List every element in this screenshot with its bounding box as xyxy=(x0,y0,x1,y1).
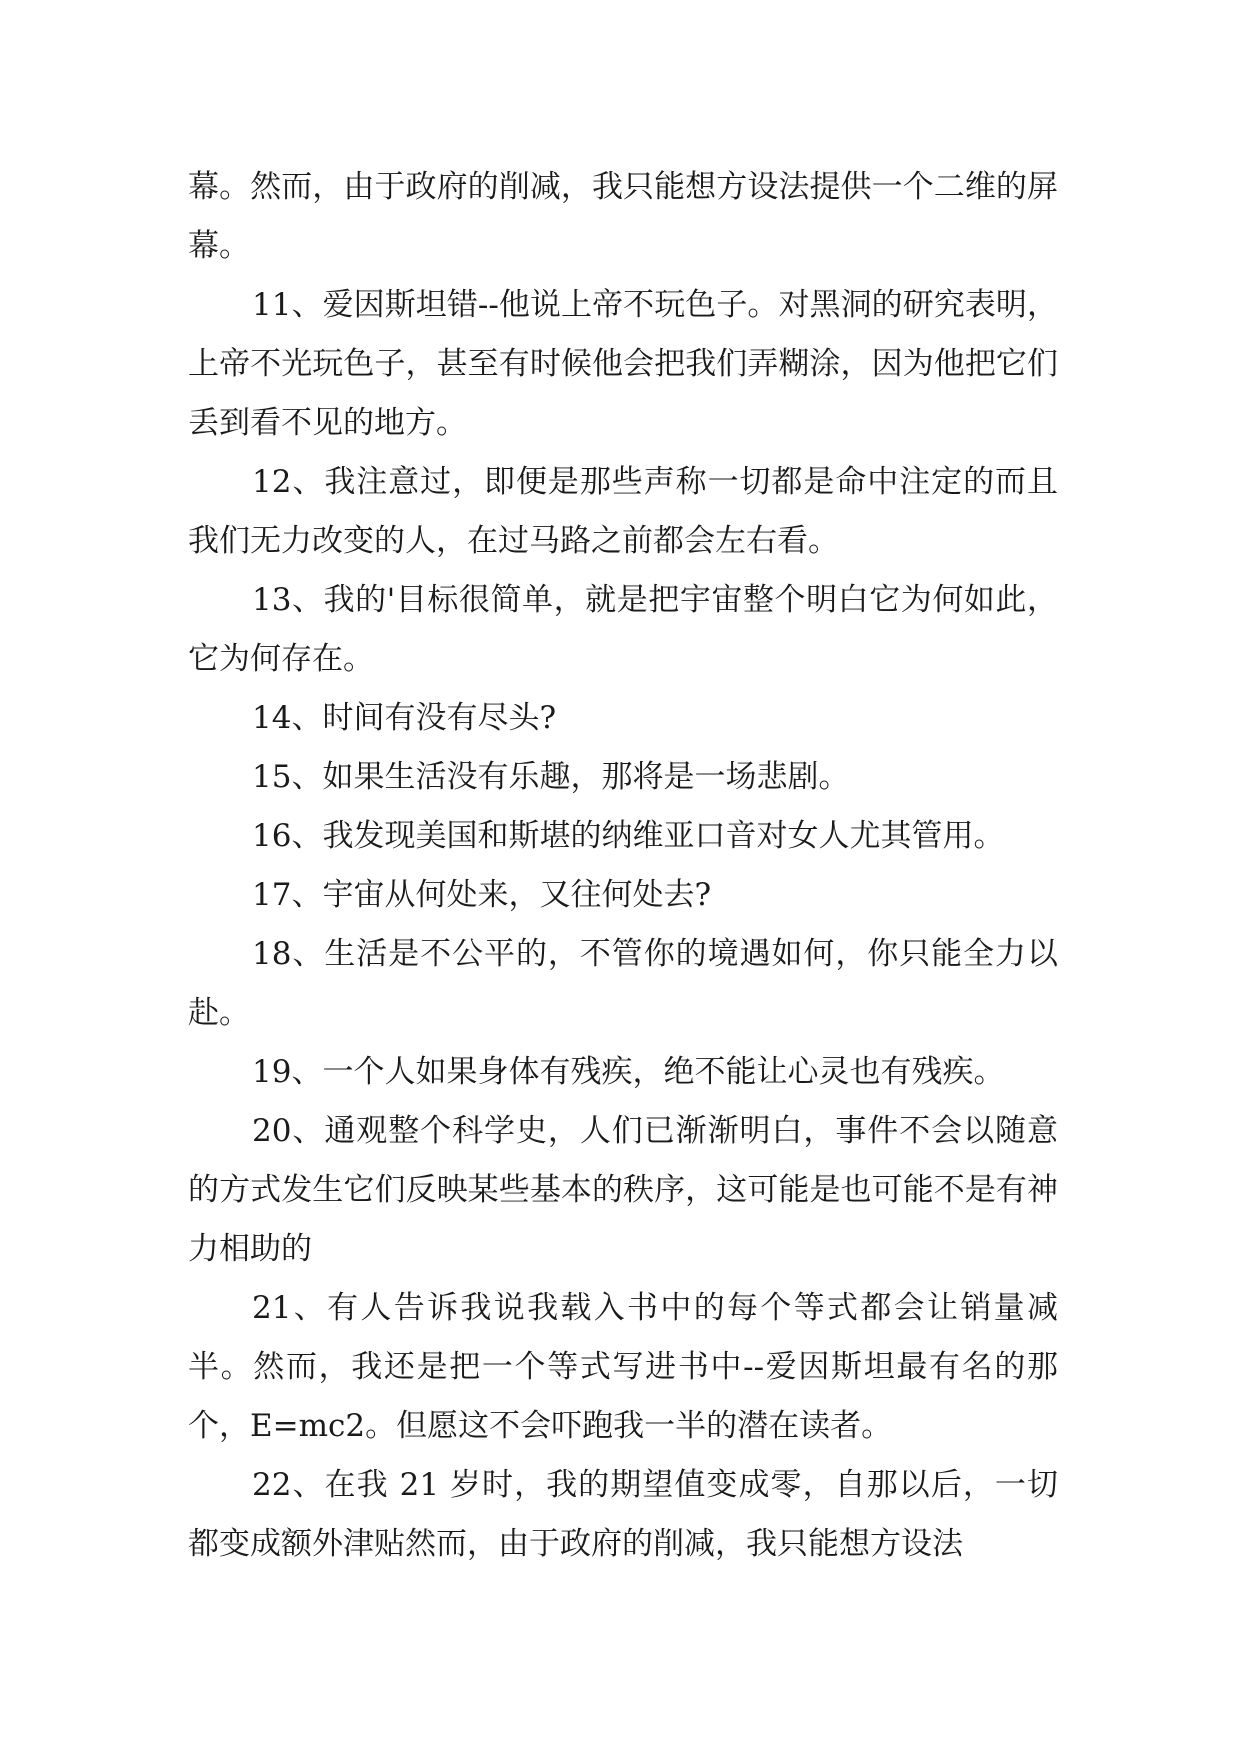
quote-12: 12、我注意过，即便是那些声称一切都是命中注定的而且我们无力改变的人，在过马路之前都会左右看。 xyxy=(188,464,1058,559)
document-body xyxy=(188,158,1058,1574)
quote-19: 19、一个人如果身体有残疾，绝不能让心灵也有残疾。 xyxy=(252,1054,1005,1090)
quote-17: 17、宇宙从何处来，又往何处去? xyxy=(252,877,712,913)
quote-11: 11、爱因斯坦错--他说上帝不玩色子。对黑洞的研究表明，上帝不光玩色子，甚至有时候他会把我们弄糊涂，因为他把它们丢到看不见的地方。 xyxy=(188,287,1058,441)
quote-20: 20、通观整个科学史，人们已渐渐明白，事件不会以随意的方式发生它们反映某些基本的秩序，这可能是也可能不是有神力相助的 xyxy=(188,1113,1058,1267)
quote-18: 18、生活是不公平的，不管你的境遇如何，你只能全力以赴。 xyxy=(188,936,1058,1031)
quote-13: 13、我的'目标很简单，就是把宇宙整个明白它为何如此，它为何存在。 xyxy=(188,582,1058,677)
quote-21: 21、有人告诉我说我载入书中的每个等式都会让销量减半。然而，我还是把一个等式写进书中--爱因斯坦最有名的那个，E=mc2。但愿这不会吓跑我一半的潜在读者。 xyxy=(188,1290,1058,1444)
quote-14: 14、时间有没有尽头? xyxy=(252,700,557,736)
quote-22: 22、在我 21 岁时，我的期望值变成零，自那以后，一切都变成额外津贴然而，由于政府的削减，我只能想方设法 xyxy=(188,1467,1058,1562)
quote-15: 15、如果生活没有乐趣，那将是一场悲剧。 xyxy=(252,759,850,795)
quote-16: 16、我发现美国和斯堪的纳维亚口音对女人尤其管用。 xyxy=(252,818,1005,854)
paragraph-continuation: 幕。然而，由于政府的削减，我只能想方设法提供一个二维的屏幕。 xyxy=(188,169,1058,264)
